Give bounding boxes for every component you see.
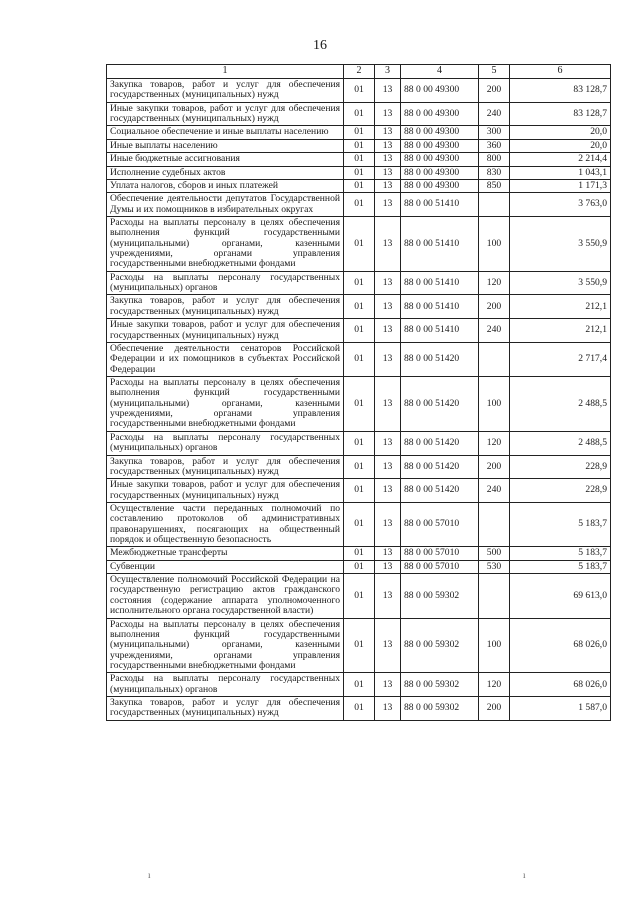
row-section: 01 xyxy=(344,126,375,139)
row-amount: 83 128,7 xyxy=(510,102,611,126)
row-subsection: 13 xyxy=(375,431,401,455)
table-row xyxy=(107,153,611,166)
row-target: 88 0 00 51420 xyxy=(401,342,479,376)
page-number: 16 xyxy=(313,38,327,53)
row-section: 01 xyxy=(344,342,375,376)
table-row xyxy=(107,179,611,192)
row-name: Осуществление полномочий Российской Федерации на государственную регистрацию актов гражданского состояния (содержание аппарата уполномоченного исполнительного органа государственной власти) xyxy=(107,574,344,618)
row-amount: 212,1 xyxy=(510,319,611,343)
row-target: 88 0 00 49300 xyxy=(401,179,479,192)
row-amount: 1 043,1 xyxy=(510,166,611,179)
row-name: Расходы на выплаты персоналу в целях обеспечения выполнения функций государственными (муниципальными) органами, казенными учреждениями, органами управления государственными внебюджетными фондами xyxy=(107,618,344,673)
row-amount: 5 183,7 xyxy=(510,502,611,546)
row-type: 100 xyxy=(479,376,510,431)
row-name: Расходы на выплаты персоналу в целях обеспечения выполнения функций государственными (муниципальными) органами, казенными учреждениями, органами управления государственными внебюджетными фондами xyxy=(107,376,344,431)
row-subsection: 13 xyxy=(375,102,401,126)
table-row xyxy=(107,102,611,126)
row-subsection: 13 xyxy=(375,295,401,319)
row-target: 88 0 00 51410 xyxy=(401,216,479,271)
row-section: 01 xyxy=(344,376,375,431)
col-header-amount: 6 xyxy=(510,65,611,79)
row-subsection: 13 xyxy=(375,376,401,431)
table-row xyxy=(107,216,611,271)
row-name: Закупка товаров, работ и услуг для обеспечения государственных (муниципальных) нужд xyxy=(107,697,344,721)
table-row xyxy=(107,547,611,560)
row-amount: 68 026,0 xyxy=(510,673,611,697)
row-type: 120 xyxy=(479,673,510,697)
row-subsection: 13 xyxy=(375,139,401,152)
row-type: 360 xyxy=(479,139,510,152)
row-name: Расходы на выплаты персоналу государственных (муниципальных) органов xyxy=(107,271,344,295)
col-header-name: 1 xyxy=(107,65,344,79)
table-row xyxy=(107,618,611,673)
row-amount: 2 488,5 xyxy=(510,376,611,431)
row-name: Социальное обеспечение и иные выплаты населению xyxy=(107,126,344,139)
table-row xyxy=(107,697,611,721)
row-subsection: 13 xyxy=(375,547,401,560)
row-subsection: 13 xyxy=(375,271,401,295)
row-target: 88 0 00 49300 xyxy=(401,79,479,103)
row-target: 88 0 00 57010 xyxy=(401,502,479,546)
row-amount: 2 488,5 xyxy=(510,431,611,455)
row-name: Исполнение судебных актов xyxy=(107,166,344,179)
row-amount: 5 183,7 xyxy=(510,560,611,573)
row-section: 01 xyxy=(344,431,375,455)
row-type xyxy=(479,193,510,217)
row-name: Иные закупки товаров, работ и услуг для обеспечения государственных (муниципальных) нужд xyxy=(107,102,344,126)
row-name: Иные выплаты населению xyxy=(107,139,344,152)
row-amount: 2 717,4 xyxy=(510,342,611,376)
col-header-subsection: 3 xyxy=(375,65,401,79)
row-subsection: 13 xyxy=(375,179,401,192)
row-target: 88 0 00 59302 xyxy=(401,618,479,673)
row-name: Расходы на выплаты персоналу государственных (муниципальных) органов xyxy=(107,673,344,697)
row-type: 240 xyxy=(479,102,510,126)
row-type: 100 xyxy=(479,618,510,673)
row-subsection: 13 xyxy=(375,502,401,546)
row-amount: 68 026,0 xyxy=(510,618,611,673)
row-section: 01 xyxy=(344,79,375,103)
row-amount: 1 587,0 xyxy=(510,697,611,721)
row-target: 88 0 00 51410 xyxy=(401,295,479,319)
row-section: 01 xyxy=(344,139,375,152)
row-section: 01 xyxy=(344,502,375,546)
row-target: 88 0 00 49300 xyxy=(401,139,479,152)
row-amount: 3 763,0 xyxy=(510,193,611,217)
scan-mark-left: ı xyxy=(148,870,151,880)
row-section: 01 xyxy=(344,216,375,271)
row-name: Закупка товаров, работ и услуг для обеспечения государственных (муниципальных) нужд xyxy=(107,79,344,103)
row-name: Расходы на выплаты персоналу в целях обеспечения выполнения функций государственными (муниципальными) органами, казенными учреждениями, органами управления государственными внебюджетными фондами xyxy=(107,216,344,271)
row-section: 01 xyxy=(344,560,375,573)
table-row xyxy=(107,342,611,376)
row-type: 100 xyxy=(479,216,510,271)
table-row xyxy=(107,560,611,573)
row-section: 01 xyxy=(344,179,375,192)
row-name: Уплата налогов, сборов и иных платежей xyxy=(107,179,344,192)
row-name: Межбюджетные трансферты xyxy=(107,547,344,560)
row-name: Расходы на выплаты персоналу государственных (муниципальных) органов xyxy=(107,431,344,455)
row-name: Закупка товаров, работ и услуг для обеспечения государственных (муниципальных) нужд xyxy=(107,295,344,319)
row-section: 01 xyxy=(344,697,375,721)
row-target: 88 0 00 49300 xyxy=(401,153,479,166)
row-amount: 5 183,7 xyxy=(510,547,611,560)
table-row xyxy=(107,502,611,546)
row-type: 500 xyxy=(479,547,510,560)
row-target: 88 0 00 49300 xyxy=(401,166,479,179)
row-type: 120 xyxy=(479,271,510,295)
row-name: Закупка товаров, работ и услуг для обеспечения государственных (муниципальных) нужд xyxy=(107,455,344,479)
row-target: 88 0 00 51410 xyxy=(401,193,479,217)
row-amount: 20,0 xyxy=(510,126,611,139)
row-section: 01 xyxy=(344,193,375,217)
row-section: 01 xyxy=(344,479,375,503)
row-section: 01 xyxy=(344,295,375,319)
row-section: 01 xyxy=(344,618,375,673)
table-row xyxy=(107,79,611,103)
table-row xyxy=(107,455,611,479)
table-row xyxy=(107,479,611,503)
table-row xyxy=(107,126,611,139)
row-subsection: 13 xyxy=(375,574,401,618)
row-amount: 1 171,3 xyxy=(510,179,611,192)
row-amount: 212,1 xyxy=(510,295,611,319)
table-row xyxy=(107,295,611,319)
row-subsection: 13 xyxy=(375,697,401,721)
row-section: 01 xyxy=(344,574,375,618)
col-header-section: 2 xyxy=(344,65,375,79)
row-amount: 69 613,0 xyxy=(510,574,611,618)
table-row xyxy=(107,376,611,431)
row-amount: 228,9 xyxy=(510,455,611,479)
row-section: 01 xyxy=(344,455,375,479)
row-name: Обеспечение деятельности депутатов Государственной Думы и их помощников в избирательных округах xyxy=(107,193,344,217)
row-type: 830 xyxy=(479,166,510,179)
row-section: 01 xyxy=(344,319,375,343)
row-type: 200 xyxy=(479,697,510,721)
row-type: 120 xyxy=(479,431,510,455)
row-amount: 83 128,7 xyxy=(510,79,611,103)
row-subsection: 13 xyxy=(375,342,401,376)
row-target: 88 0 00 51420 xyxy=(401,479,479,503)
row-section: 01 xyxy=(344,673,375,697)
row-target: 88 0 00 51420 xyxy=(401,376,479,431)
row-target: 88 0 00 59302 xyxy=(401,697,479,721)
row-subsection: 13 xyxy=(375,673,401,697)
row-amount: 2 214,4 xyxy=(510,153,611,166)
budget-table xyxy=(106,64,611,721)
col-header-type: 5 xyxy=(479,65,510,79)
row-name: Обеспечение деятельности сенаторов Российской Федерации и их помощников в субъектах Российской Федерации xyxy=(107,342,344,376)
row-target: 88 0 00 51410 xyxy=(401,319,479,343)
row-type: 200 xyxy=(479,295,510,319)
row-subsection: 13 xyxy=(375,319,401,343)
row-amount: 228,9 xyxy=(510,479,611,503)
row-type: 850 xyxy=(479,179,510,192)
col-header-target: 4 xyxy=(401,65,479,79)
row-name: Осуществление части переданных полномочий по составлению протоколов об административных правонарушениях, посягающих на общественный порядок и общественную безопасность xyxy=(107,502,344,546)
row-amount: 3 550,9 xyxy=(510,271,611,295)
row-target: 88 0 00 51410 xyxy=(401,271,479,295)
row-target: 88 0 00 59302 xyxy=(401,574,479,618)
row-subsection: 13 xyxy=(375,126,401,139)
row-type xyxy=(479,502,510,546)
row-type: 240 xyxy=(479,479,510,503)
row-amount: 3 550,9 xyxy=(510,216,611,271)
row-subsection: 13 xyxy=(375,79,401,103)
row-type: 800 xyxy=(479,153,510,166)
row-section: 01 xyxy=(344,547,375,560)
row-name: Иные закупки товаров, работ и услуг для обеспечения государственных (муниципальных) нужд xyxy=(107,479,344,503)
row-target: 88 0 00 59302 xyxy=(401,673,479,697)
row-subsection: 13 xyxy=(375,455,401,479)
row-subsection: 13 xyxy=(375,193,401,217)
row-target: 88 0 00 57010 xyxy=(401,547,479,560)
row-type xyxy=(479,574,510,618)
row-amount: 20,0 xyxy=(510,139,611,152)
row-type: 300 xyxy=(479,126,510,139)
row-subsection: 13 xyxy=(375,216,401,271)
row-target: 88 0 00 57010 xyxy=(401,560,479,573)
row-subsection: 13 xyxy=(375,618,401,673)
row-name: Иные закупки товаров, работ и услуг для обеспечения государственных (муниципальных) нужд xyxy=(107,319,344,343)
row-type: 200 xyxy=(479,79,510,103)
row-name: Иные бюджетные ассигнования xyxy=(107,153,344,166)
row-section: 01 xyxy=(344,271,375,295)
table-row xyxy=(107,166,611,179)
row-section: 01 xyxy=(344,166,375,179)
row-section: 01 xyxy=(344,153,375,166)
row-subsection: 13 xyxy=(375,166,401,179)
row-section: 01 xyxy=(344,102,375,126)
row-type: 530 xyxy=(479,560,510,573)
scan-mark-right: ı xyxy=(523,870,526,880)
row-name: Субвенции xyxy=(107,560,344,573)
table-row xyxy=(107,673,611,697)
row-subsection: 13 xyxy=(375,560,401,573)
row-type: 200 xyxy=(479,455,510,479)
row-subsection: 13 xyxy=(375,479,401,503)
table-row xyxy=(107,139,611,152)
row-type xyxy=(479,342,510,376)
table-row xyxy=(107,271,611,295)
table-row xyxy=(107,574,611,618)
row-target: 88 0 00 51420 xyxy=(401,455,479,479)
table-row xyxy=(107,319,611,343)
row-target: 88 0 00 49300 xyxy=(401,102,479,126)
table-row xyxy=(107,193,611,217)
row-type: 240 xyxy=(479,319,510,343)
header-row xyxy=(107,65,611,79)
row-subsection: 13 xyxy=(375,153,401,166)
row-target: 88 0 00 51420 xyxy=(401,431,479,455)
table-row xyxy=(107,431,611,455)
row-target: 88 0 00 49300 xyxy=(401,126,479,139)
